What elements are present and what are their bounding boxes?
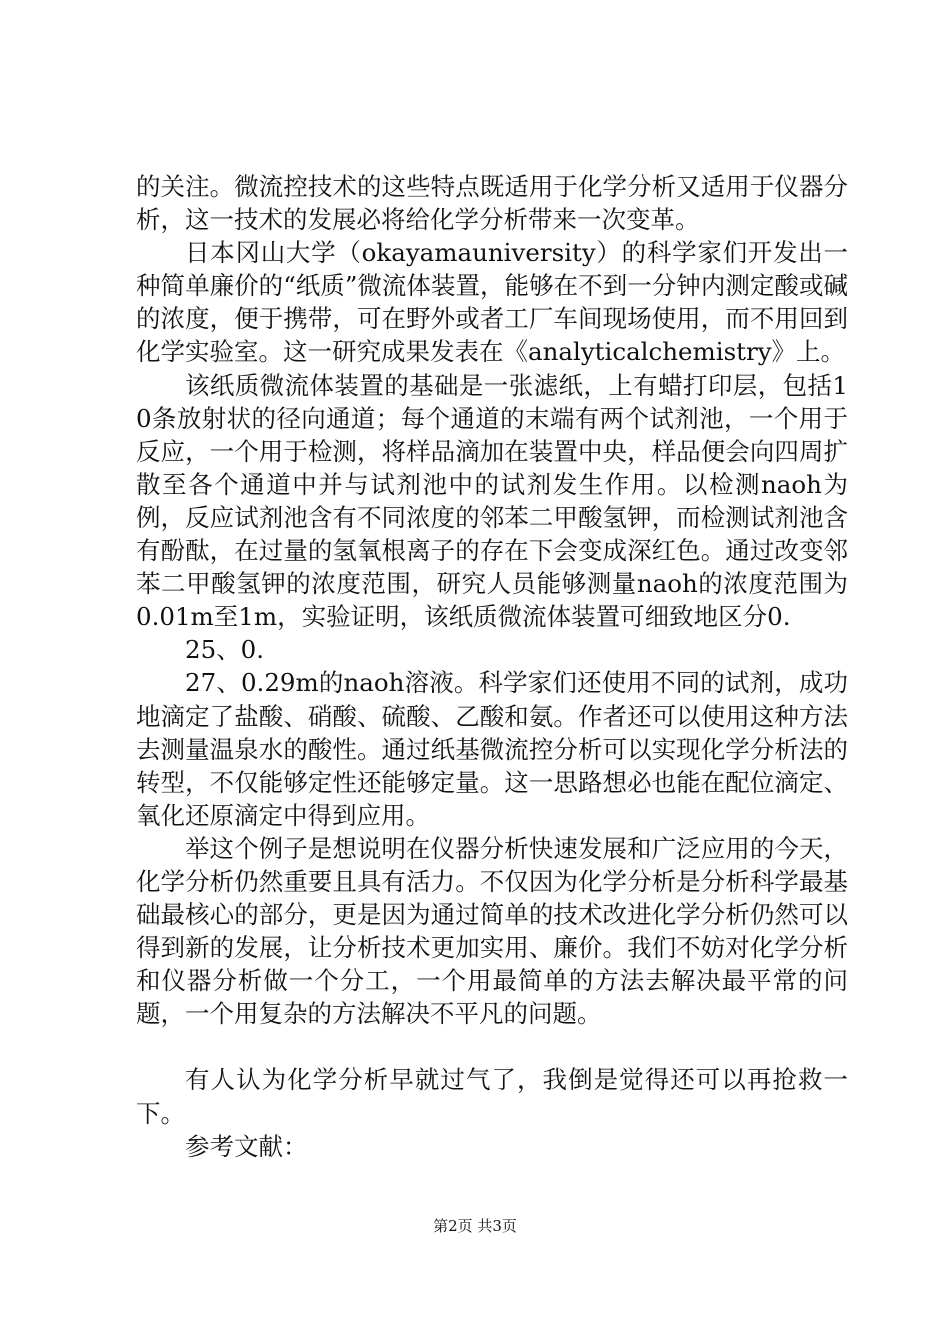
references-heading: 参考文献：: [185, 1131, 308, 1161]
page-footer: 第2页 共3页: [433, 1217, 517, 1235]
paragraph-gap: [136, 1030, 848, 1063]
paragraph-3: 该纸质微流体装置的基础是一张滤纸，上有蜡打印层，包括10条放射状的径向通道；每个通道的末端有两个试剂池，一个用于反应，一个用于检测，将样品滴加在装置中央，样品便会向四周扩散至各个通道中并与试剂池中的试剂发生作用。以检测naoh为例，反应试剂池含有不同浓度的邻苯二甲酸氢钾，而检测试剂池含有酚酞，在过量的氢氧根离子的存在下会变成深红色。通过改变邻苯二甲酸氢钾的浓度范围，研究人员能够测量naoh的浓度范围为0.01m至1m，实验证明，该纸质微流体装置可细致地区分0.: [136, 370, 848, 632]
paragraph-7: 有人认为化学分析早就过气了，我倒是觉得还可以再抢救一下。: [136, 1065, 848, 1128]
paragraph-6: 举这个例子是想说明在仪器分析快速发展和广泛应用的今天，化学分析仍然重要且具有活力。不仅因为化学分析是分析科学最基础最核心的部分，更是因为通过简单的技术改进化学分析仍然可以得到新的发展，让分析技术更加实用、廉价。我们不妨对化学分析和仪器分析做一个分工，一个用最简单的方法去解决最平常的问题，一个用复杂的方法解决不平凡的问题。: [136, 833, 848, 1029]
paragraph-2: 日本冈山大学（okayamauniversity）的科学家们开发出一种简单廉价的“纸质”微流体装置，能够在不到一分钟内测定酸或碱的浓度，便于携带，可在野外或者工厂车间现场使用，而不用回到化学实验室。这一研究成果发表在《analyticalchemistry》上。: [136, 238, 848, 367]
paragraph-1: 的关注。微流控技术的这些特点既适用于化学分析又适用于仪器分析，这一技术的发展必将给化学分析带来一次变革。: [136, 172, 848, 235]
body-text: [136, 170, 848, 1163]
paragraph-4: 25、0.: [185, 635, 265, 665]
paragraph-5: 27、0.29m的naoh溶液。科学家们还使用不同的试剂，成功地滴定了盐酸、硝酸、硫酸、乙酸和氨。作者还可以使用这种方法去测量温泉水的酸性。通过纸基微流控分析可以实现化学分析法的转型，不仅能够定性还能够定量。这一思路想必也能在配位滴定、氧化还原滴定中得到应用。: [136, 668, 848, 830]
